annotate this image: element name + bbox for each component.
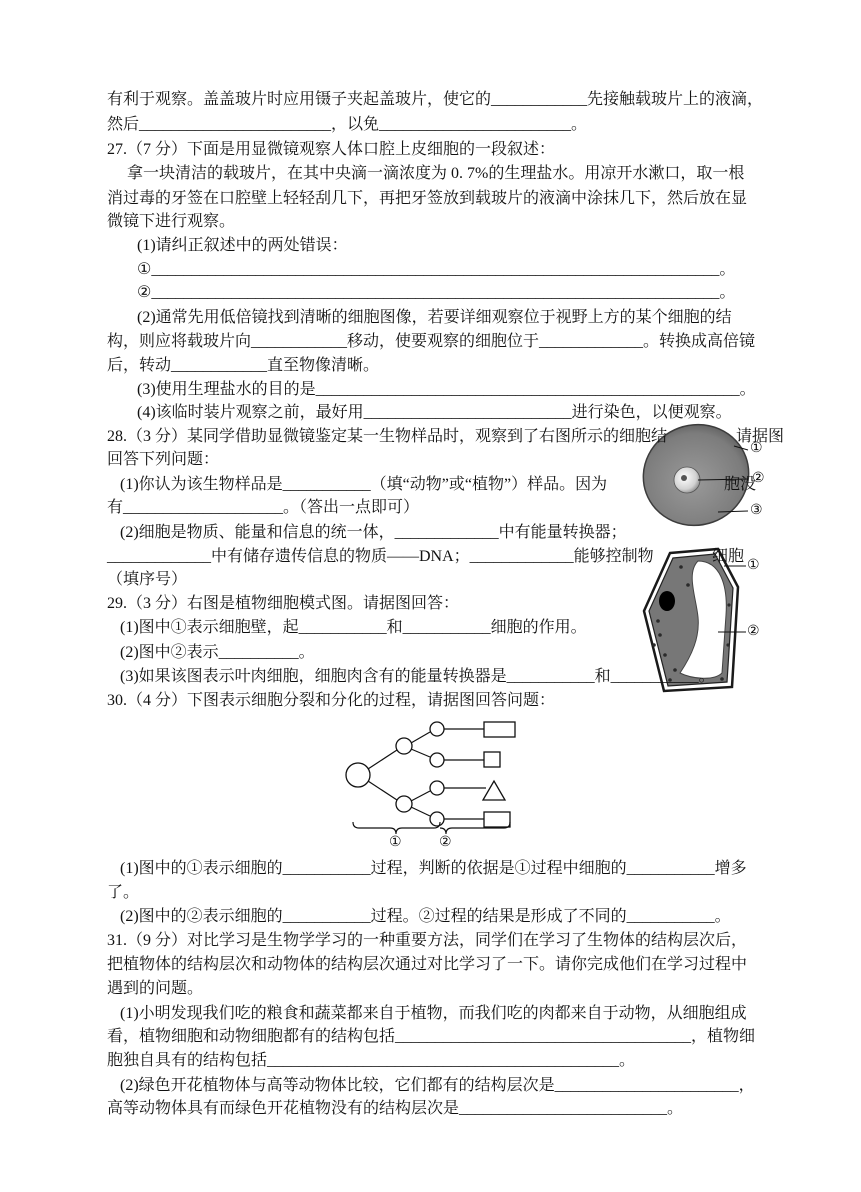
animal-cell-label-3: ③ xyxy=(750,503,763,518)
q27-title: 27.（7 分）下面是用显微镜观察人体口腔上皮细胞的一段叙述： xyxy=(107,141,556,158)
q30-sub2: (2)图中的②表示细胞的___________过程。②过程的结果是形成了不同的___________。 xyxy=(120,908,731,925)
q28-title-part-1: 28.（3 分）某同学借助显微镜鉴定某一生物样品时，观察到了右图所示的细胞结 xyxy=(107,428,668,445)
q31-sub1-line-1: (1)小明发现我们吃的粮食和蔬菜都来自于植物，而我们吃的肉都来自于动物，从细胞组成 xyxy=(120,1005,747,1022)
differentiated-cell-square xyxy=(484,752,500,767)
granddaughter-cell-circle xyxy=(430,781,444,795)
nucleus-shape xyxy=(659,591,675,611)
diagram-label-1: ① xyxy=(389,835,402,850)
q27-sub2-line-1: (2)通常先用低倍镜找到清晰的细胞图像，若要详细观察位于视野上方的某个细胞的结 xyxy=(137,309,732,326)
diagram-connectors xyxy=(368,729,486,819)
q28-sub2-line-2-part-1: _____________中有储存遗传信息的物质——DNA；_____________能够控制物 xyxy=(107,548,654,565)
animal-cell-label-2: ② xyxy=(752,471,765,486)
differentiated-cell-rectangle xyxy=(484,722,515,737)
plant-cell-label-2: ② xyxy=(747,624,760,639)
q27-sub1-answer-1: ①_______________________________________________________________________。 xyxy=(137,261,736,278)
q26-line-2: 然后________________________，以免________________________。 xyxy=(107,116,588,133)
animal-cell-label-1: ① xyxy=(750,441,763,456)
granddaughter-cell-circle xyxy=(430,753,444,767)
q27-sub4: (4)该临时装片观察之前，最好用__________________________进行染色，以便观察。 xyxy=(137,404,732,421)
parent-cell-circle xyxy=(346,763,370,787)
q28-sub1-part-1: (1)你认为该生物样品是___________（填“动物”或“植物”）样品。因为 xyxy=(120,476,608,493)
q27-sub1-prompt: (1)请纠正叙述中的两处错误： xyxy=(137,237,348,254)
daughter-cell-circle xyxy=(396,796,412,812)
q30-sub1-line-2: 了。 xyxy=(107,884,140,901)
q26-line-1: 有利于观察。盖盖玻片时应用镊子夹起盖玻片，使它的____________先接触载玻片上的液滴， xyxy=(107,91,764,108)
q27-sub3: (3)使用生理盐水的目的是_____________________________________________________。 xyxy=(137,381,756,398)
q28-sub2-note: （填序号） xyxy=(107,571,188,588)
daughter-cell-circle xyxy=(396,738,412,754)
q27-passage-line-1: 拿一块清洁的载玻片，在其中央滴一滴浓度为 0. 7%的生理盐水。用凉开水漱口，取一根 xyxy=(127,165,745,182)
q28-title-part-2: 请据图 xyxy=(736,428,785,445)
differentiated-cell-triangle xyxy=(483,781,505,800)
q27-sub2-line-3: 后，转动____________直至物像清晰。 xyxy=(107,357,380,374)
q28-sub2-line-2-part-2: 细胞 xyxy=(712,548,745,565)
q28-sub2-line-1: (2)细胞是物质、能量和信息的统一体，_____________中有能量转换器； xyxy=(120,524,627,541)
q27-passage-line-2: 消过毒的牙签在口腔壁上轻轻刮几下，再把牙签放到载玻片的液滴中涂抹几下，然后放在显 xyxy=(107,190,748,207)
q29-sub2: (2)图中②表示__________。 xyxy=(120,644,315,661)
q30-title: 30.（4 分）下图表示细胞分裂和分化的过程，请据图回答问题： xyxy=(107,692,556,709)
q28-sub1-line-2: 有____________________。（答出一点即可） xyxy=(107,499,420,516)
nucleus-shape xyxy=(674,467,700,493)
q31-sub2-line-2: 高等动物体具有而绿色开花植物没有的结构层次是__________________________。 xyxy=(107,1100,684,1117)
q31-title-line-2: 把植物体的结构层次和动物体的结构层次通过对比学习了一下。请你完成他们在学习过程中 xyxy=(107,956,748,973)
diagram-label-2: ② xyxy=(439,835,452,850)
differentiated-cell-rectangle xyxy=(484,812,510,827)
q31-sub2-line-1: (2)绿色开花植物体与高等动物体比较，它们都有的结构层次是_______________________， xyxy=(120,1077,755,1094)
granddaughter-cell-circle xyxy=(430,722,444,736)
cell-division-diagram xyxy=(340,712,525,837)
q29-sub3: (3)如果该图表示叶肉细胞，细胞肉含有的能量转换器是___________和___________。 xyxy=(120,668,715,685)
q30-sub1-line-1: (1)图中的①表示细胞的___________过程，判断的依据是①过程中细胞的___________增多 xyxy=(120,860,747,877)
q27-sub1-answer-2: ②_______________________________________________________________________。 xyxy=(137,284,736,301)
q28-title-line-2: 回答下列问题： xyxy=(107,451,220,468)
q29-title: 29.（3 分）右图是植物细胞模式图。请据图回答： xyxy=(107,595,460,612)
q28-sub1-part-2: 胞没 xyxy=(724,476,757,493)
granddaughter-cell-circle xyxy=(430,812,444,826)
q31-sub1-line-2: 看，植物细胞和动物细胞都有的结构包括_____________________________________，植物细 xyxy=(107,1028,756,1045)
q31-title-line-3: 遇到的问题。 xyxy=(107,980,204,997)
nucleolus-shape xyxy=(681,475,687,481)
q29-sub1: (1)图中①表示细胞壁，起___________和___________细胞的作用。 xyxy=(120,619,587,636)
q27-passage-line-3: 微镜下进行观察。 xyxy=(107,213,236,230)
q31-sub1-line-3: 胞独自具有的结构包括____________________________________________。 xyxy=(107,1052,636,1069)
plant-cell-label-1: ① xyxy=(747,558,760,573)
q31-title-line-1: 31.（9 分）对比学习是生物学学习的一种重要方法，同学们在学习了生物体的结构层次后， xyxy=(107,932,748,949)
q27-sub2-line-2: 构，则应将载玻片向____________移动，使要观察的细胞位于_____________。转换成高倍镜 xyxy=(107,333,756,350)
